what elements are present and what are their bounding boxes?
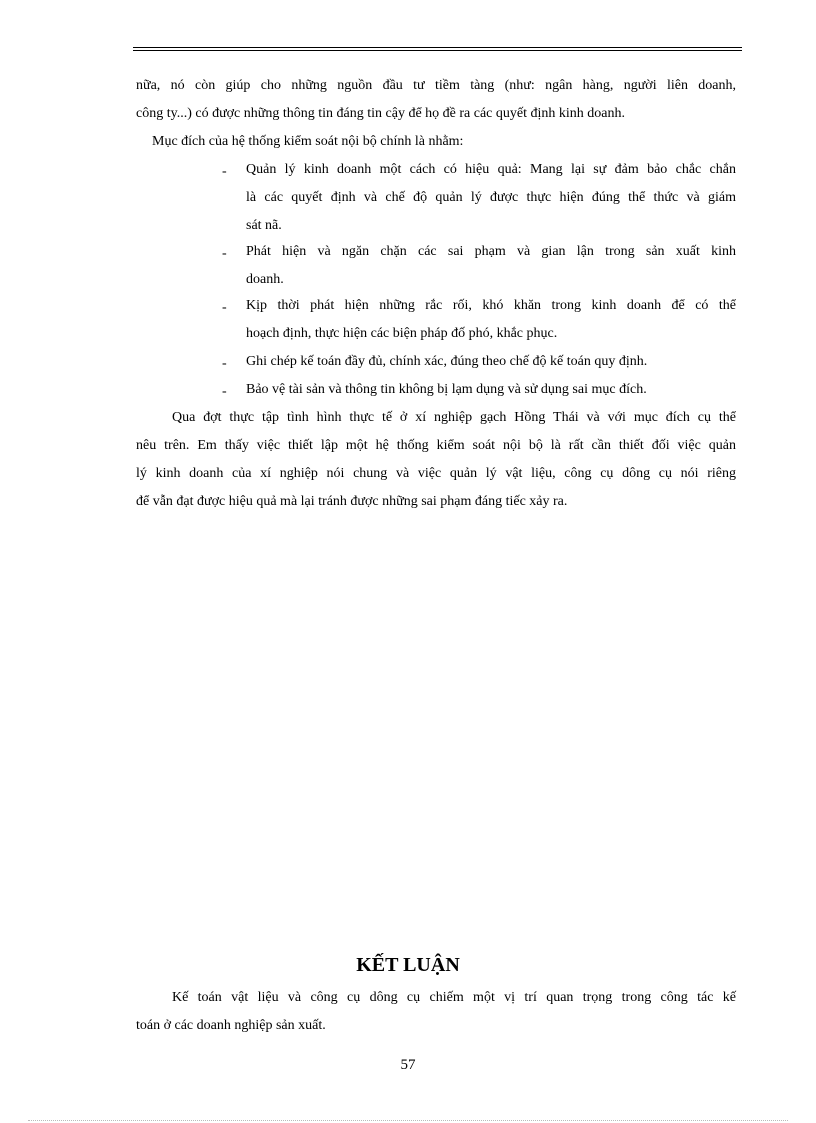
bullet-marker: -: [222, 164, 227, 179]
bullet-text: Phát hiện và ngăn chặn các sai phạm và gian lận trong sản xuất kinh: [246, 244, 736, 259]
paragraph-line: để vẫn đạt được hiệu quả mà lại tránh được những sai phạm đáng tiếc xảy ra.: [136, 494, 568, 509]
bullet-text: hoạch định, thực hiện các biện pháp đố phó, khắc phục.: [246, 326, 558, 341]
page-number: 57: [400, 1057, 416, 1073]
paragraph-line: nêu trên. Em thấy việc thiết lập một hệ thống kiểm soát nội bộ là rất cần thiết đối việc quản: [136, 438, 736, 453]
page-bottom-border: [28, 1120, 788, 1121]
bullet-marker: -: [222, 356, 227, 371]
bullet-marker: -: [222, 300, 227, 315]
paragraph-line: công ty...) có được những thông tin đáng tin cậy để họ đề ra các quyết định kinh doanh.: [136, 106, 625, 121]
paragraph-intro: Mục đích của hệ thống kiểm soát nội bộ chính là nhằm:: [152, 134, 464, 149]
paragraph-line: nữa, nó còn giúp cho những nguồn đầu tư tiềm tàng (như: ngân hàng, người liên doanh,: [136, 78, 736, 93]
bullet-text: Quản lý kinh doanh một cách có hiệu quả: Mang lại sự đảm bảo chắc chắn: [246, 162, 736, 177]
paragraph-line: Kế toán vật liệu và công cụ dông cụ chiếm một vị trí quan trọng trong công tác kế: [172, 990, 736, 1005]
bullet-text: Kịp thời phát hiện những rắc rối, khó khăn trong kinh doanh để có thể: [246, 298, 736, 313]
paragraph-line: lý kinh doanh của xí nghiệp nói chung và việc quản lý vật liệu, công cụ dông cụ nói riêng: [136, 466, 736, 481]
bullet-marker: -: [222, 384, 227, 399]
paragraph-line: toán ở các doanh nghiệp sản xuất.: [136, 1018, 326, 1033]
paragraph-line: Qua đợt thực tập tình hình thực tế ở xí nghiệp gạch Hồng Thái và với mục đích cụ thể: [172, 410, 736, 425]
bullet-text: doanh.: [246, 272, 284, 287]
bullet-text: Bảo vệ tài sản và thông tin không bị lạm dụng và sử dụng sai mục đích.: [246, 382, 647, 397]
header-rule-top: [133, 47, 742, 48]
header-rule-bottom: [133, 50, 742, 51]
bullet-text: Ghi chép kế toán đầy đủ, chính xác, đúng theo chế độ kế toán quy định.: [246, 354, 648, 369]
bullet-text: sát nã.: [246, 218, 282, 233]
bullet-text: là các quyết định và chế độ quản lý được thực hiện đúng thể thức và giám: [246, 190, 736, 205]
bullet-marker: -: [222, 246, 227, 261]
section-heading: KẾT LUẬN: [356, 954, 460, 976]
